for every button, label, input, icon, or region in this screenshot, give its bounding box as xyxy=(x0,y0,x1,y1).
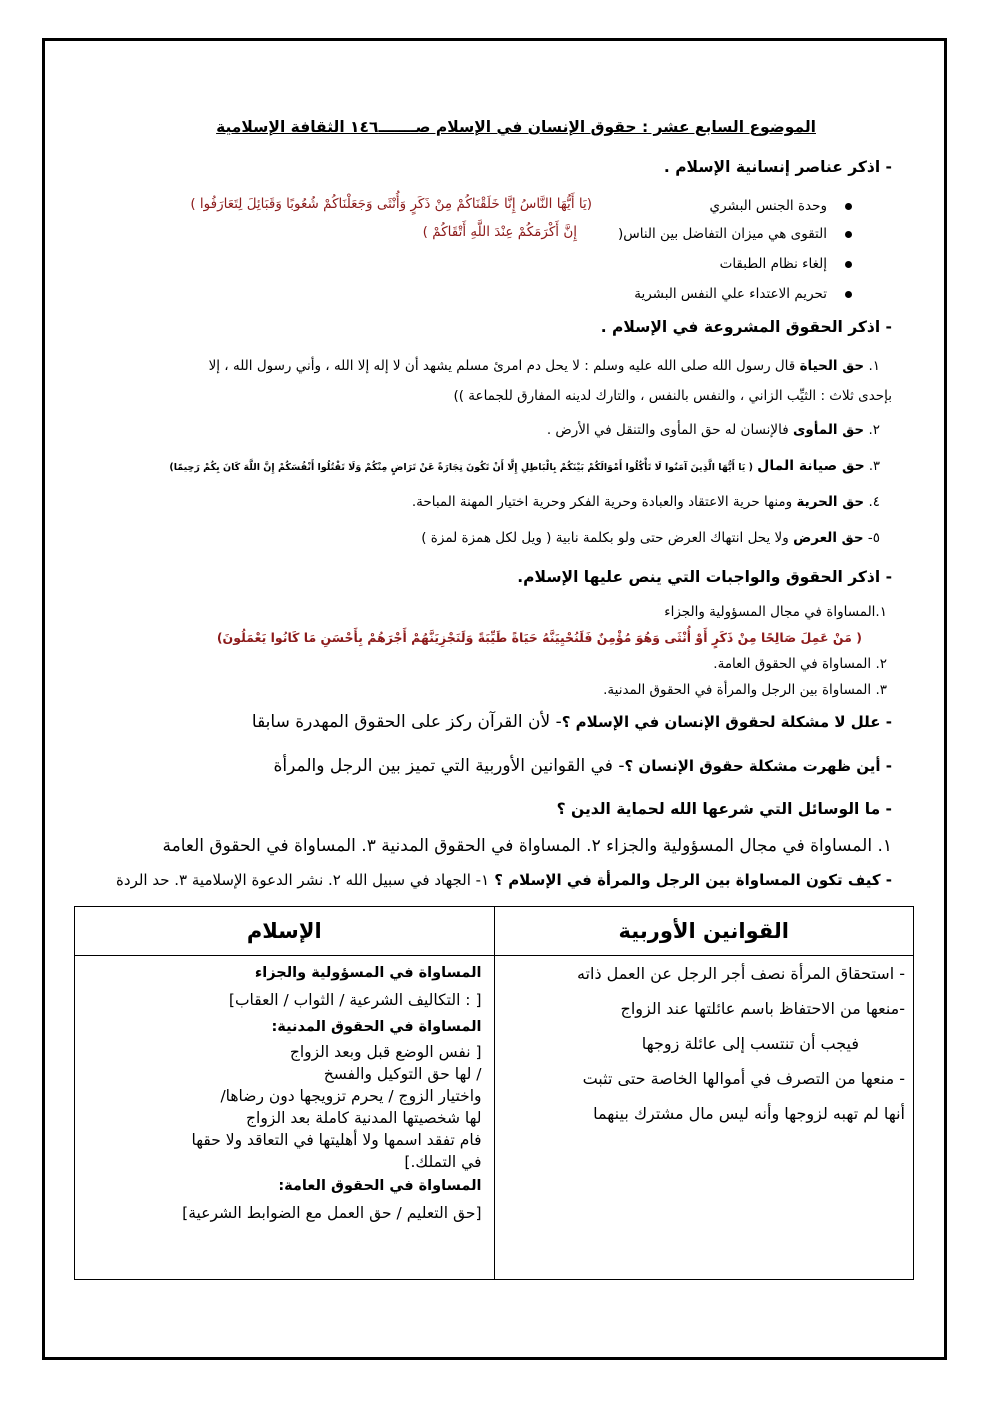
table-header-islam: الإسلام xyxy=(75,907,495,956)
islam-subheading: المساواة في المسؤولية والجزاء xyxy=(254,965,482,981)
islam-subheading: المساواة في الحقوق العامة: xyxy=(278,1178,482,1194)
islam-line: في التملك.] xyxy=(404,1153,482,1171)
islam-line: / لها حق التوكيل والفسخ xyxy=(323,1065,482,1083)
europe-line: أنها لم تهبه لزوجها وأنه ليس مال مشترك بينهما xyxy=(593,1104,905,1123)
islam-line: لها شخصيتها المدنية كاملة بعد الزواج xyxy=(246,1109,482,1127)
verse-2: إِنَّ أَكْرَمَكُمْ عِنْدَ اللَّهِ أَتْقَاكُمْ ) xyxy=(422,224,577,240)
islam-subheading: المساواة في الحقوق المدنية: xyxy=(271,1019,482,1035)
right-item-2: ٢. حق المأوى فالإنسان له حق المأوى والتنقل في الأرض . xyxy=(546,422,880,438)
section2-heading: - اذكر الحقوق المشروعة في الإسلام . xyxy=(600,318,892,336)
right-item-5: ٥- حق العرض ولا يحل انتهاك العرض حتى ولو بكلمة نابية ( ويل لكل همزة لمزة ) xyxy=(421,530,880,546)
europe-line: فيجب أن تنتسب إلى عائلة زوجها xyxy=(641,1034,859,1053)
page-title: الموضوع السابع عشر : حقوق الإنسان في الإسلام صـــــــ١٤٦ الثقافة الإسلامية xyxy=(216,118,816,136)
islam-column xyxy=(75,956,495,1280)
qa-4: - كيف تكون المساواة بين الرجل والمرأة في الإسلام ؟ ١- الجهاد في سبيل الله ٢. نشر الدعوة الإسلامية ٣. حد الردة xyxy=(116,871,892,889)
islam-line: [ : التكاليف الشرعية / الثواب / العقاب] xyxy=(228,991,482,1009)
bullet-icon xyxy=(845,203,852,210)
islam-line: [حق التعليم / حق العمل مع الضوابط الشرعية] xyxy=(182,1204,482,1222)
verse-1: (يَا أَيُّهَا النَّاسُ إِنَّا خَلَقْنَاكُمْ مِنْ ذَكَرٍ وَأُنْثَى وَجَعَلْنَاكُمْ شُعُوبًا وَقَبَائِلَ لِتَعَارَفُوا ) xyxy=(190,196,592,212)
qa-2: - أين ظهرت مشكلة حقوق الإنسان ؟- في القوانين الأوربية التي تميز بين الرجل والمرأة xyxy=(273,756,892,776)
duty-item-1: ١.المساواة في مجال المسؤولية والجزاء xyxy=(664,604,887,620)
europe-column xyxy=(494,956,914,1280)
bullet-item: تحريم الاعتداء علي النفس البشرية xyxy=(634,286,852,302)
right-item-4: ٤. حق الحرية ومنها حرية الاعتقاد والعبادة وحرية الفكر وحرية اختيار المهنة المباحة. xyxy=(411,494,880,510)
table-header-europe: القوانين الأوربية xyxy=(494,907,914,956)
bullet-icon xyxy=(845,291,852,298)
islam-civil-lines xyxy=(83,1041,482,1173)
duty-item-3: ٣. المساواة بين الرجل والمرأة في الحقوق المدنية. xyxy=(603,682,887,698)
section3-heading: - اذكر الحقوق والواجبات التي ينص عليها الإسلام. xyxy=(517,568,892,586)
bullet-item: إلغاء نظام الطبقات xyxy=(720,256,852,272)
qa-3-answer: ١. المساواة في مجال المسؤولية والجزاء ٢. المساواة في الحقوق المدنية ٣. المساواة في الحقوق العامة xyxy=(162,836,892,856)
islam-line: واختيار الزوج / يحرم تزويجها دون رضاها/ xyxy=(220,1087,482,1105)
bullet-item: وحدة الجنس البشري xyxy=(710,198,852,214)
verse-3: ( مَنْ عَمِلَ صَالِحًا مِنْ ذَكَرٍ أَوْ أُنْثَى وَهُوَ مُؤْمِنٌ فَلَنُحْيِيَنَّهُ حَيَاةً طَيِّبَةً وَلَنَجْزِيَنَّهُمْ أَجْرَهُمْ بِأَحْسَنِ مَا كَانُوا يَعْمَلُونَ) xyxy=(216,630,862,645)
islam-line: [ نفس الوضع قبل وبعد الزواج xyxy=(289,1043,482,1061)
bullet-icon xyxy=(845,231,852,238)
bullet-icon xyxy=(845,261,852,268)
section1-heading: - اذكر عناصر إنسانية الإسلام . xyxy=(663,158,892,176)
bullet-item: التقوى هي ميزان التفاضل بين الناس( xyxy=(618,226,852,242)
europe-line: - منعها من التصرف في أموالها الخاصة حتى تثبت xyxy=(582,1069,905,1088)
qa-1: - علل لا مشكلة لحقوق الإنسان في الإسلام ؟- لأن القرآن ركز على الحقوق المهدرة سابقا xyxy=(251,712,892,732)
comparison-table xyxy=(74,906,914,1280)
islam-line: فام تفقد اسمها ولا أهليتها في التعاقد ولا حقها xyxy=(191,1131,482,1149)
europe-line: - استحقاق المرأة نصف أجر الرجل عن العمل ذاته xyxy=(576,964,905,983)
right-item-1-cont: بإحدى ثلاث : الثيِّب الزاني ، والنفس بالنفس ، والتارك لدينه المفارق للجماعة )) xyxy=(453,388,892,404)
right-item-1: ١. حق الحياة قال رسول الله صلى الله عليه وسلم : لا يحل دم امرئ مسلم يشهد أن لا إله إلا الله ، وأني رسول الله ، إلا xyxy=(208,358,880,374)
right-item-3: ٣. حق صيانة المال ( يَا أَيُّهَا الَّذِينَ آمَنُوا لَا تَأْكُلُوا أَمْوَالَكُمْ بَيْنَكُمْ بِالْبَاطِلِ إِلَّا أَنْ تَكُونَ تِجَارَةً عَنْ تَرَاضٍ مِنْكُمْ وَلَا تَقْتُلُوا أَنْفُسَكُمْ إِنَّ اللَّهَ كَانَ بِكُمْ رَحِيمًا) xyxy=(169,458,880,474)
europe-line: -منعها من الاحتفاظ باسم عائلتها عند الزواج xyxy=(620,999,905,1018)
qa-3-question: - ما الوسائل التي شرعها الله لحماية الدين ؟ xyxy=(556,800,892,818)
duty-item-2: ٢. المساواة في الحقوق العامة. xyxy=(713,656,887,672)
